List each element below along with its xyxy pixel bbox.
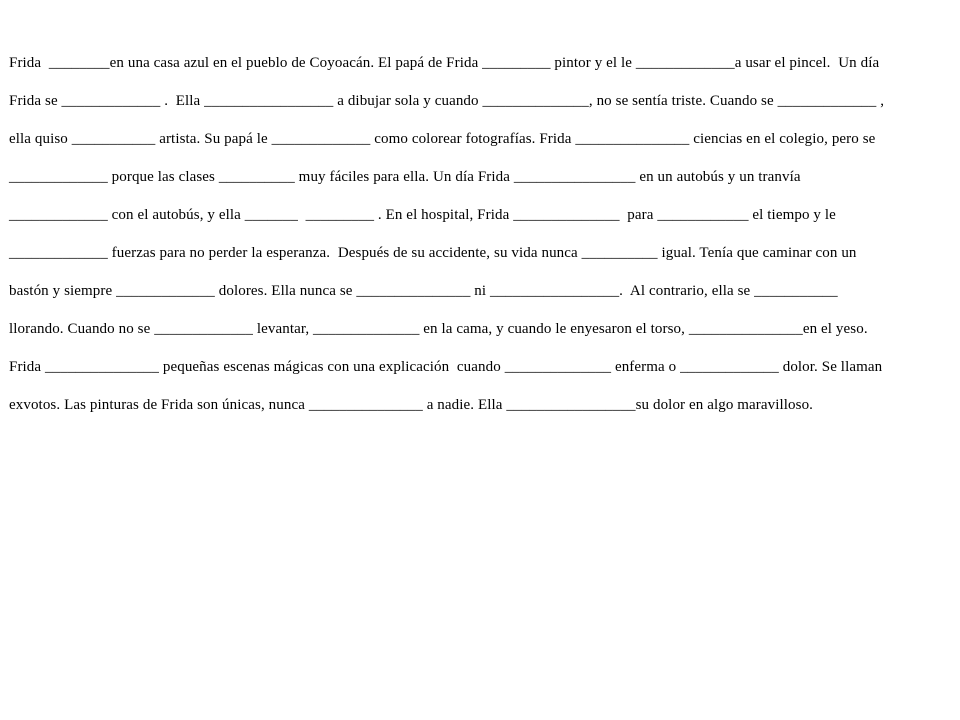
paragraph-line-10: exvotos. Las pinturas de Frida son únicas, nunca _______________ a nadie. Ella _________________su dolor en algo maravilloso. — [9, 397, 814, 413]
paragraph-line-6: _____________ fuerzas para no perder la esperanza. Después de su accidente, su vida nunca __________ igual. Tenía que caminar con un — [9, 245, 857, 261]
fill-in-the-blank-paragraph — [9, 52, 939, 432]
paragraph-line-7: bastón y siempre _____________ dolores. Ella nunca se _______________ ni _________________. Al contrario, ella se ___________ — [9, 283, 838, 299]
paragraph-line-8: llorando. Cuando no se _____________ levantar, ______________ en la cama, y cuando le enyesaron el torso, _______________en el yeso. — [9, 321, 868, 337]
paragraph-line-1: Frida ________en una casa azul en el pueblo de Coyoacán. El papá de Frida _________ pintor y el le _____________a usar el pincel. Un día — [9, 55, 880, 71]
paragraph-line-9: Frida _______________ pequeñas escenas mágicas con una explicación cuando ______________ enferma o _____________ dolor. Se llaman — [9, 359, 883, 375]
paragraph-line-4: _____________ porque las clases __________ muy fáciles para ella. Un día Frida ________________ en un autobús y un tranvía — [9, 169, 801, 185]
paragraph-line-5: _____________ con el autobús, y ella _______ _________ . En el hospital, Frida ______________ para ____________ el tiempo y le — [9, 207, 836, 223]
paragraph-line-3: ella quiso ___________ artista. Su papá le _____________ como colorear fotografías. Frida _______________ ciencias en el colegio, pero se — [9, 131, 876, 147]
paragraph-line-2: Frida se _____________ . Ella _________________ a dibujar sola y cuando ______________, no se sentía triste. Cuando se _____________ , — [9, 93, 885, 109]
